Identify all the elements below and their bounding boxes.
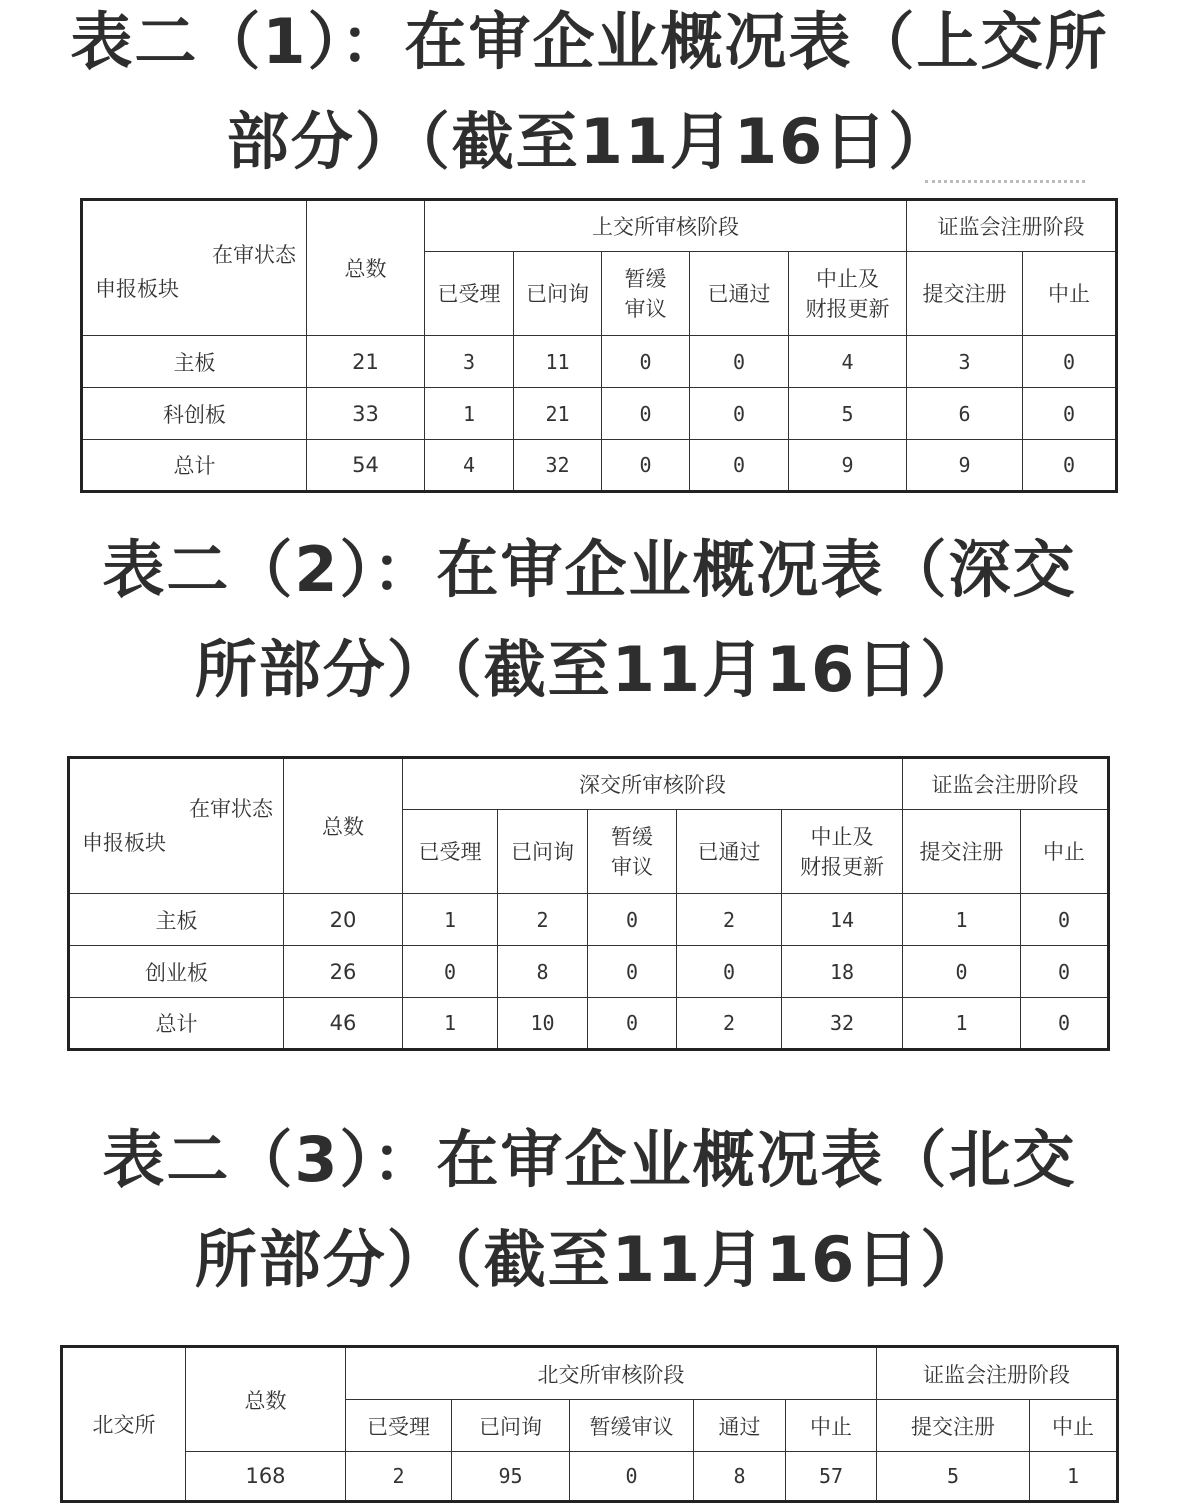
total-header: 总数 [186, 1347, 346, 1452]
corner-header [69, 758, 284, 894]
subheader-accepted: 已受理 [403, 810, 498, 894]
total-header: 总数 [284, 758, 403, 894]
value-cell: 1 [1030, 1452, 1118, 1502]
board-cell: 创业板 [69, 946, 284, 998]
table-row-total [82, 440, 1117, 492]
value-cell: 1 [903, 998, 1021, 1050]
table-row [69, 946, 1109, 998]
value-cell: 0 [1023, 440, 1117, 492]
subheader-deferred: 暂缓 审议 [588, 810, 677, 894]
value-cell: 0 [690, 336, 789, 388]
value-cell: 0 [1023, 388, 1117, 440]
total-cell: 20 [284, 894, 403, 946]
exchange-stage-header: 上交所审核阶段 [425, 200, 907, 252]
table-row [82, 336, 1117, 388]
value-cell: 1 [403, 998, 498, 1050]
table-row-total [69, 998, 1109, 1050]
subheader-submit-registration: 提交注册 [907, 252, 1023, 336]
csrc-stage-header: 证监会注册阶段 [903, 758, 1109, 810]
sse-table [80, 198, 1118, 493]
value-cell: 5 [877, 1452, 1030, 1502]
value-cell: 0 [588, 998, 677, 1050]
value-cell: 2 [677, 998, 782, 1050]
table-row [69, 894, 1109, 946]
subheader-inquired: 已问询 [514, 252, 602, 336]
value-cell: 18 [782, 946, 903, 998]
table-row [62, 1452, 1118, 1502]
table-2-title-line2: 所部分）（截至11月16日） [194, 633, 985, 706]
subheader-accepted: 已受理 [346, 1400, 452, 1452]
value-cell: 11 [514, 336, 602, 388]
value-cell: 0 [1021, 946, 1109, 998]
subheader-suspended-update: 中止及 财报更新 [789, 252, 907, 336]
subheader-passed: 已通过 [690, 252, 789, 336]
value-cell: 0 [690, 440, 789, 492]
value-cell: 0 [1021, 894, 1109, 946]
value-cell: 0 [677, 946, 782, 998]
table-2-title [0, 520, 1179, 720]
total-cell: 33 [307, 388, 425, 440]
subheader-suspended: 中止 [1021, 810, 1109, 894]
total-cell: 46 [284, 998, 403, 1050]
value-cell: 2 [677, 894, 782, 946]
value-cell: 0 [602, 440, 690, 492]
value-cell: 9 [789, 440, 907, 492]
subheader-passed: 通过 [694, 1400, 786, 1452]
subheader-submit-registration: 提交注册 [877, 1400, 1030, 1452]
bse-table [60, 1345, 1119, 1503]
value-cell: 8 [498, 946, 588, 998]
board-cell: 总计 [82, 440, 307, 492]
table-1-title-line2: 部分）（截至11月16日） [226, 105, 953, 178]
value-cell: 1 [403, 894, 498, 946]
total-header: 总数 [307, 200, 425, 336]
value-cell: 57 [786, 1452, 877, 1502]
subheader-passed: 已通过 [677, 810, 782, 894]
szse-table [67, 756, 1110, 1051]
value-cell: 2 [346, 1452, 452, 1502]
corner-header [82, 200, 307, 336]
subheader-inquired: 已问询 [498, 810, 588, 894]
value-cell: 3 [907, 336, 1023, 388]
value-cell: 0 [903, 946, 1021, 998]
subheader-deferred: 暂缓 审议 [602, 252, 690, 336]
value-cell: 9 [907, 440, 1023, 492]
table-2-title-line1: 表二（2）：在审企业概况表（深交 [102, 533, 1077, 606]
value-cell: 32 [782, 998, 903, 1050]
table-1-title-line1: 表二（1）：在审企业概况表（上交所 [70, 5, 1109, 78]
exchange-stage-header: 北交所审核阶段 [346, 1347, 877, 1400]
table-3-title [0, 1110, 1179, 1310]
board-cell: 主板 [69, 894, 284, 946]
value-cell: 0 [1023, 336, 1117, 388]
subheader-deferred: 暂缓审议 [570, 1400, 694, 1452]
value-cell: 0 [690, 388, 789, 440]
value-cell: 1 [425, 388, 514, 440]
subheader-registration-suspended: 中止 [1030, 1400, 1118, 1452]
value-cell: 21 [514, 388, 602, 440]
value-cell: 0 [1021, 998, 1109, 1050]
exchange-stage-header: 深交所审核阶段 [403, 758, 903, 810]
value-cell: 2 [498, 894, 588, 946]
corner-board-label: 申报板块 [95, 277, 179, 301]
corner-status-label: 在审状态 [212, 243, 296, 267]
total-cell: 54 [307, 440, 425, 492]
scan-artifact [925, 180, 1085, 191]
board-cell: 科创板 [82, 388, 307, 440]
subheader-accepted: 已受理 [425, 252, 514, 336]
value-cell: 0 [570, 1452, 694, 1502]
csrc-stage-header: 证监会注册阶段 [877, 1347, 1118, 1400]
value-cell: 0 [403, 946, 498, 998]
value-cell: 14 [782, 894, 903, 946]
board-cell: 总计 [69, 998, 284, 1050]
value-cell: 8 [694, 1452, 786, 1502]
subheader-submit-registration: 提交注册 [903, 810, 1021, 894]
total-cell: 168 [186, 1452, 346, 1502]
table-3-title-line1: 表二（3）：在审企业概况表（北交 [102, 1123, 1077, 1196]
value-cell: 3 [425, 336, 514, 388]
value-cell: 5 [789, 388, 907, 440]
value-cell: 4 [425, 440, 514, 492]
value-cell: 0 [602, 388, 690, 440]
value-cell: 10 [498, 998, 588, 1050]
total-cell: 26 [284, 946, 403, 998]
value-cell: 6 [907, 388, 1023, 440]
board-cell: 主板 [82, 336, 307, 388]
value-cell: 0 [588, 946, 677, 998]
value-cell: 95 [452, 1452, 570, 1502]
table-1-title [0, 0, 1179, 192]
csrc-stage-header: 证监会注册阶段 [907, 200, 1117, 252]
subheader-suspended: 中止 [786, 1400, 877, 1452]
subheader-suspended: 中止 [1023, 252, 1117, 336]
subheader-inquired: 已问询 [452, 1400, 570, 1452]
subheader-suspended-update: 中止及 财报更新 [782, 810, 903, 894]
value-cell: 0 [602, 336, 690, 388]
corner-status-label: 在审状态 [189, 797, 273, 821]
value-cell: 1 [903, 894, 1021, 946]
total-cell: 21 [307, 336, 425, 388]
value-cell: 32 [514, 440, 602, 492]
board-cell: 北交所 [62, 1347, 186, 1502]
value-cell: 4 [789, 336, 907, 388]
table-row [82, 388, 1117, 440]
table-3-title-line2: 所部分）（截至11月16日） [194, 1223, 985, 1296]
corner-board-label: 申报板块 [82, 831, 166, 855]
value-cell: 0 [588, 894, 677, 946]
